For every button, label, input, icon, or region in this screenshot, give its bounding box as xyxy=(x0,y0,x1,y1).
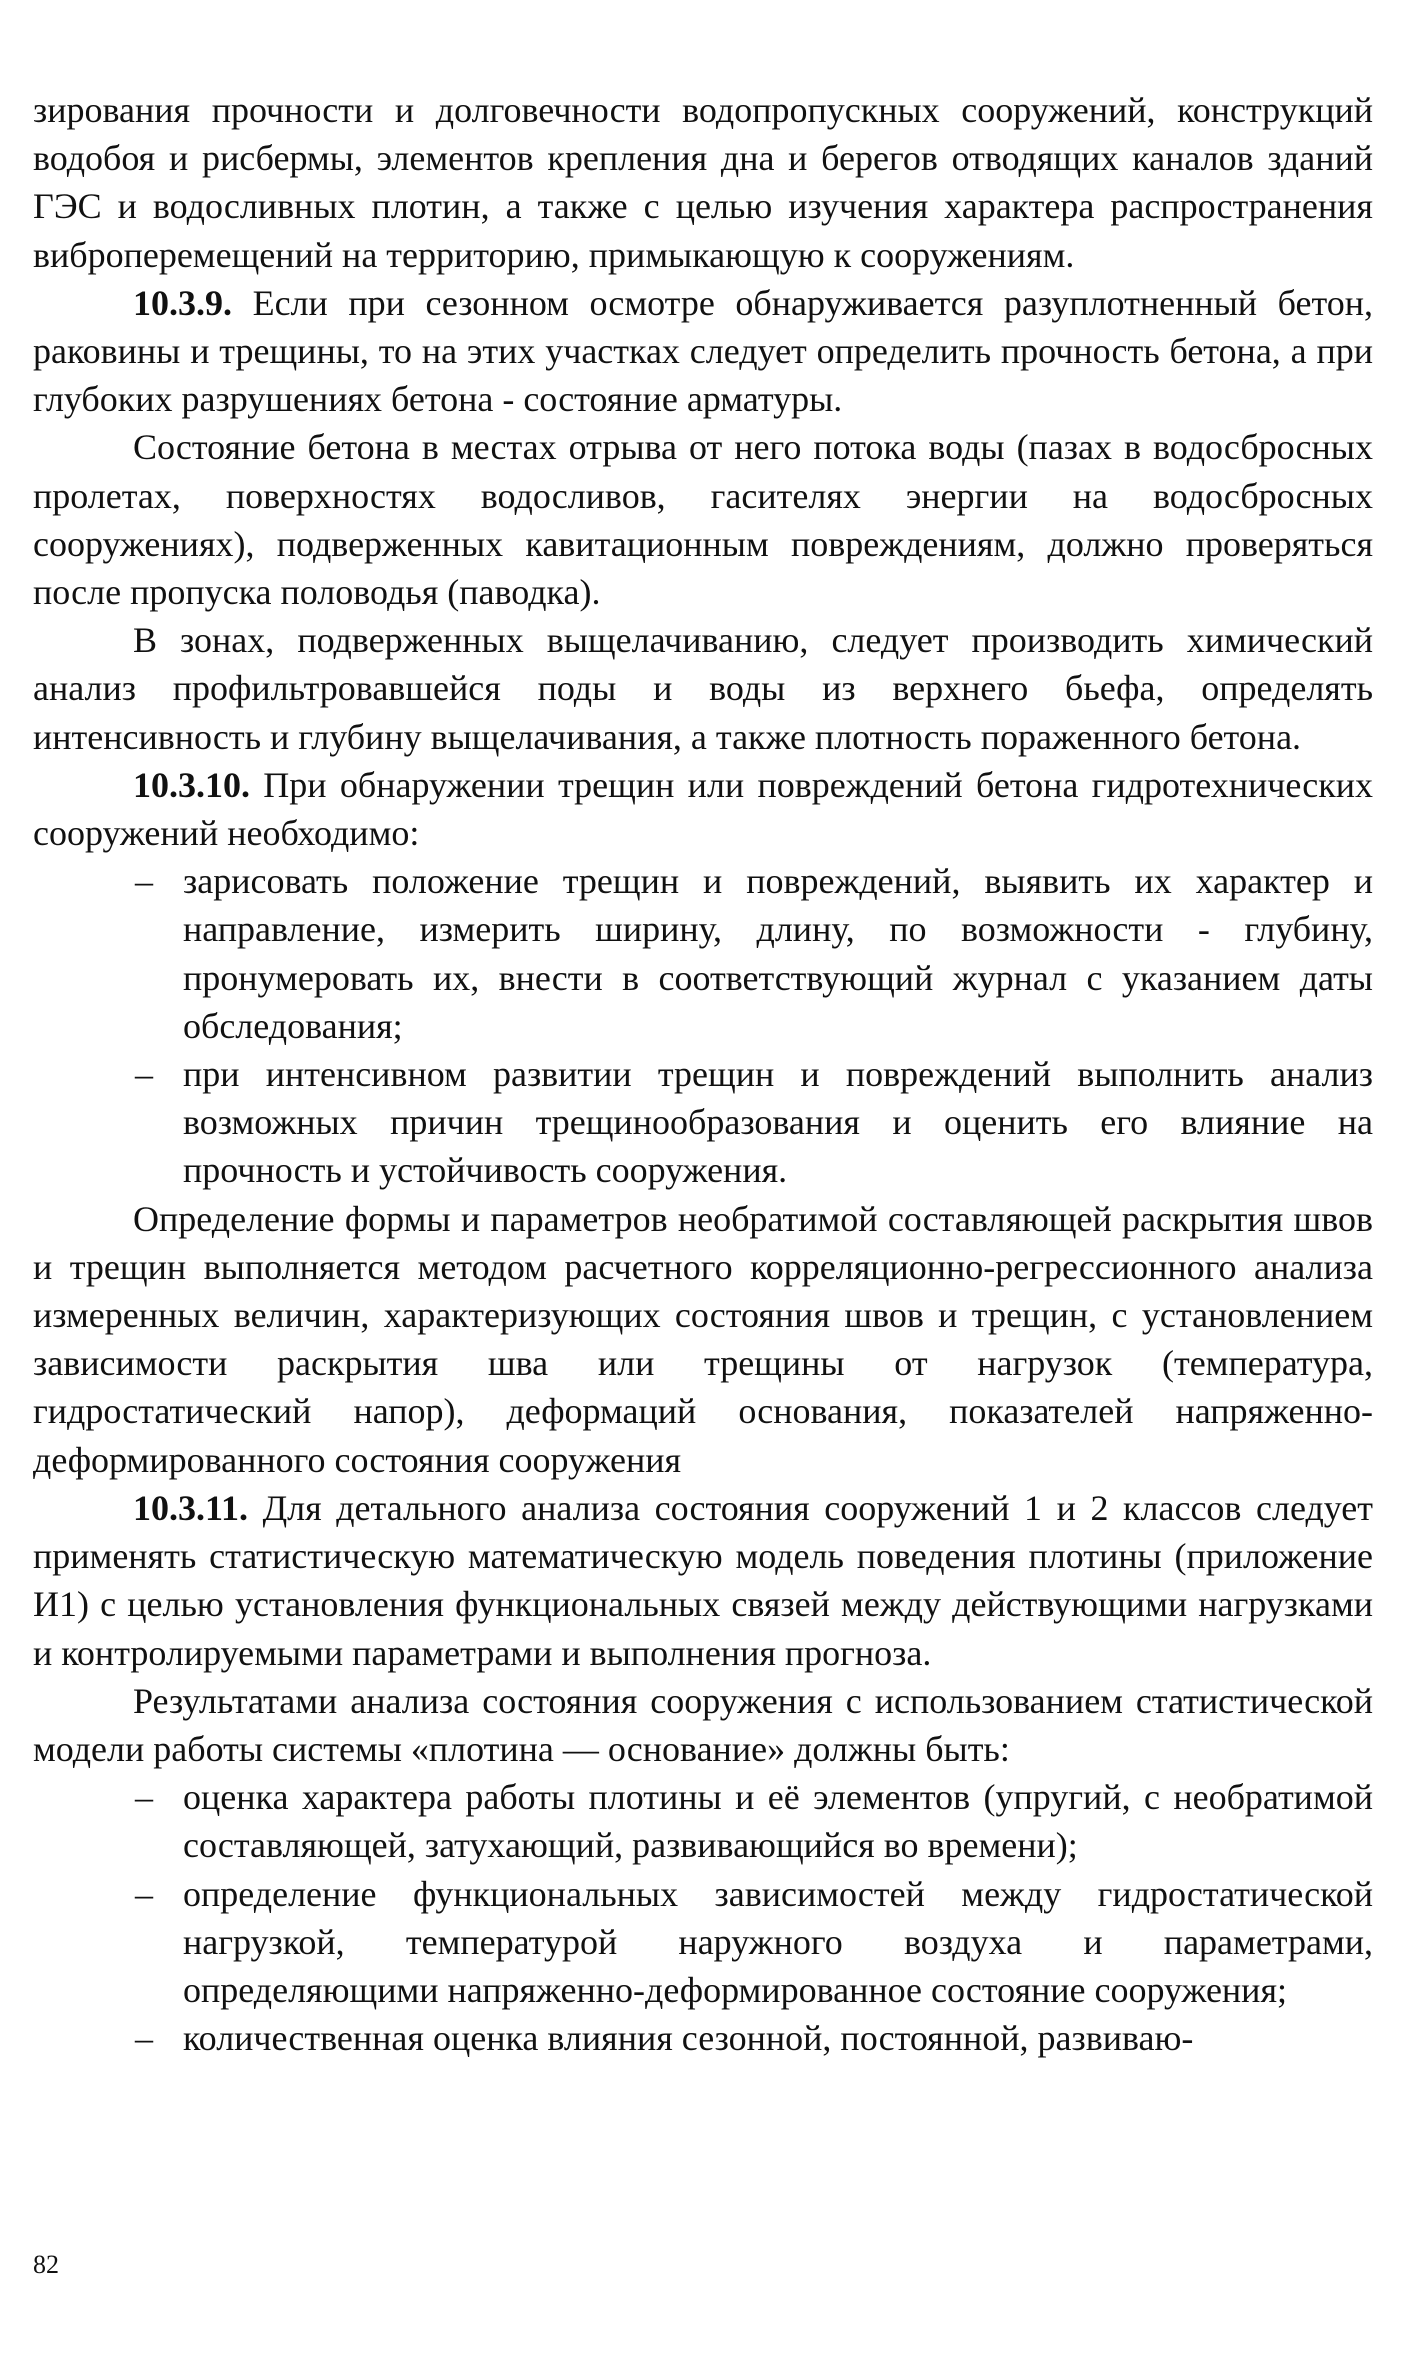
list-item-text: при интенсивном развитии трещин и повреждений выполнить анализ возможных причин трещинообразования и оценить его влияние на прочность и устойчивость сооружения. xyxy=(183,1054,1373,1191)
clause-number: 10.3.10. xyxy=(133,764,250,805)
list-item xyxy=(135,1050,1373,1195)
results-list xyxy=(33,1773,1373,2062)
list-item xyxy=(135,1870,1373,2015)
crack-actions-list xyxy=(33,857,1373,1194)
dash-bullet: – xyxy=(135,861,153,902)
paragraph-joint-opening: Определение формы и параметров необратимой составляющей раскрытия швов и трещин выполняется методом расчетного корреляционно-регрессионного анализа измеренных величин, характеризующих состояния швов и трещин, с установлением зависимости раскрытия шва или трещины от нагрузок (температура, гидростатический напор), деформаций основания, показателей напряженно-деформированного состояния сооружения xyxy=(33,1198,1373,1480)
paragraph-concrete-state: Состояние бетона в местах отрыва от него потока воды (пазах в водосбросных пролетах, поверхностях водосливов, гасителях энергии на водосбросных сооружениях), подверженных кавитационным повреждениям, должно проверяться после пропуска половодья (паводка). xyxy=(33,427,1373,613)
dash-bullet: – xyxy=(135,1054,153,1095)
paragraph-10-3-11 xyxy=(33,1484,1373,1677)
page-number: 82 xyxy=(33,2250,59,2279)
document-page xyxy=(33,86,1373,2062)
paragraph-text: Для детального анализа состояния сооружений 1 и 2 классов следует применять статистическую математическую модель поведения плотины (приложение И1) с целью установления функциональных связей между действующими нагрузками и контролируемыми параметрами и выполнения прогноза. xyxy=(33,1487,1373,1673)
list-item-text: зарисовать положение трещин и повреждений, выявить их характер и направление, измерить ширину, длину, по возможности - глубину, пронумеровать их, внести в соответствующий журнал с указанием даты обследования; xyxy=(183,861,1373,1046)
paragraph-text: Если при сезонном осмотре обнаруживается разуплотненный бетон, раковины и трещины, то на этих участках следует определить прочность бетона, а при глубоких разрушениях бетона - состояние арматуры. xyxy=(33,282,1373,420)
dash-bullet: – xyxy=(135,1777,153,1818)
dash-bullet: – xyxy=(135,2018,153,2059)
paragraph-10-3-9 xyxy=(33,279,1373,424)
list-item xyxy=(135,1773,1373,1869)
list-item-text: определение функциональных зависимостей между гидростатической нагрузкой, температурой наружного воздуха и параметрами, определяющими напряженно-деформированное состояние сооружения; xyxy=(183,1873,1373,2010)
clause-number: 10.3.11. xyxy=(133,1487,249,1528)
list-item-text: оценка характера работы плотины и её элементов (упругий, с необратимой составляющей, затухающий, развивающийся во времени); xyxy=(183,1777,1373,1866)
dash-bullet: – xyxy=(135,1873,153,1914)
list-item xyxy=(135,2014,1373,2062)
paragraph-continuation: зирования прочности и долговечности водопропускных сооружений, конструкций водобоя и рисбермы, элементов крепления дна и берегов отводящих каналов зданий ГЭС и водосливных плотин, а также с целью изучения характера распространения виброперемещений на территорию, примыкающую к сооружениям. xyxy=(33,90,1373,275)
list-item xyxy=(135,857,1373,1050)
clause-number: 10.3.9. xyxy=(133,282,232,323)
paragraph-analysis-results: Результатами анализа состояния сооружения с использованием статистической модели работы системы «плотина — основание» должны быть: xyxy=(33,1680,1373,1769)
paragraph-leaching: В зонах, подверженных выщелачиванию, следует производить химический анализ профильтровавшейся поды и воды из верхнего бьефа, определять интенсивность и глубину выщелачивания, а также плотность пораженного бетона. xyxy=(33,620,1373,757)
list-item-text: количественная оценка влияния сезонной, постоянной, развиваю- xyxy=(183,2018,1194,2059)
paragraph-text: При обнаружении трещин или повреждений бетона гидротехнических сооружений необходимо: xyxy=(33,764,1373,854)
paragraph-10-3-10 xyxy=(33,761,1373,857)
